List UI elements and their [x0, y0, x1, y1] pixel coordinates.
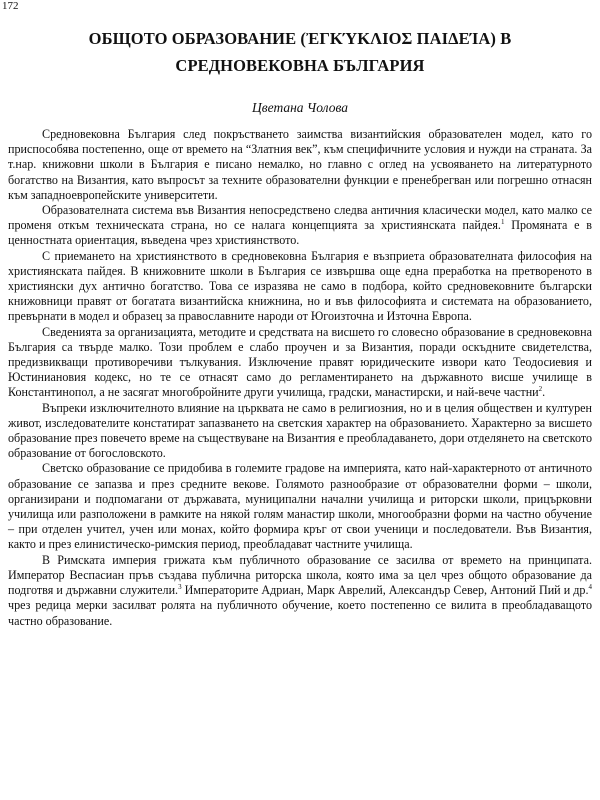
article-body: [8, 127, 592, 629]
footnote-ref[interactable]: 4: [588, 583, 592, 592]
paragraph: Въпреки изключителното влияние на църквата не само в религиозния, но и в целия обществен и културен живот, изследователите констатират запазването на светския характер на образованието. Характерно за висшето образование през повечето време на съществуване на Византия е преобладаването, дори отделянето на светското образование от богословското.: [8, 400, 592, 461]
author-name: Цветана Чолова: [252, 100, 348, 115]
page-number: 172: [2, 0, 19, 12]
paragraph: В Римската империя грижата към публичното образование се засилва от времето на принципата. Император Веспасиан пръв създава публична риторска школа, която има за цел чрез общото образование да подготвя и държавни служители.$^3$ Императорите Адриан, Марк Аврелий, Александър Север, Антоний Пий и др.$^4$ чрез редица мерки засилват ролята на публичното обучение, което постепенно се вилита в преобладаващото частно образование.: [8, 552, 592, 628]
footnote-ref[interactable]: 3: [178, 583, 182, 592]
paragraph: Сведенията за организацията, методите и средствата на висшето го словесно образование в средновековна България са твърде малко. Този проблем е слабо проучен и за Византия, поради оскъдните свидетелства, предизвикващи противоречиви тълкувания. Изключение правят юридическите извори като Теодосиевия и Юстиниановия кодекс, но те се отнасят само до регламентирането на държавното висше училище в Константинопол, а не засягат многобройните други училища, градски, манастирски, и най-вече частни$^2$.: [8, 324, 592, 400]
paragraph: Средновековна България след покръстването заимства византийския образователен модел, като го приспособява постепенно, още от времето на “Златния век”, към специфичните условия и нужди на страната. За т.нар. книжовни школи в България е писано немалко, но главно с оглед на усвояването на литературното богатство на Византия, като въпросът за техните образователни функции е пренебрегван или погрешно отнасян към западноевропейските университети.: [8, 127, 592, 202]
article-title: [10, 25, 590, 79]
paragraph: С приемането на християнството в средновековна България е възприета образователната философия на християнската пайдея. В книжовните школи в България се извършва още една преработка на претвореното в християнски дух антично богатство. Това се изразява не само в подбора, който средновековните български книжовници правят от богатата византийска книжнина, но и във философията и системата на образованието, превърнати в модел и образец за православните народи от Югоизточна и Източна Европа.: [8, 248, 592, 324]
paragraph: Образователната система във Византия непосредствено следва античния класически модел, като малко се променя откъм техническата страна, но се налага концепцията за християнската пайдея.$^1$ Промяната е в ценностната ориентация, въведена чрез християнството.: [8, 203, 592, 248]
title-line-1: ОБЩОТО ОБРАЗОВАНИЕ (ἘΓΚΎΚΛΙΟΣ ΠΑΙΔΕΊΑ) В: [88, 29, 512, 48]
title-line-2: СРЕДНОВЕКОВНА БЪЛГАРИЯ: [175, 56, 425, 75]
footnote-ref[interactable]: 2: [538, 385, 543, 394]
footnote-ref[interactable]: 1: [500, 218, 505, 227]
paragraph: Светско образование се придобива в големите градове на империята, като най-характерното от античното образование се запазва и през средните векове. Голямото разнообразие от образователни форми – школи, организирани и подпомагани от държавата, муниципални начални училища и риторски школи, прицърковни училища или разположени в рамките на някой голям манастир школи, многообразни форми на частно обучение – при отделен учител, учен или монах, който формира кръг от свои ученици и последователи. Във Византия, както и през елинистическо-римския период, преобладават частните училища.: [8, 461, 592, 552]
